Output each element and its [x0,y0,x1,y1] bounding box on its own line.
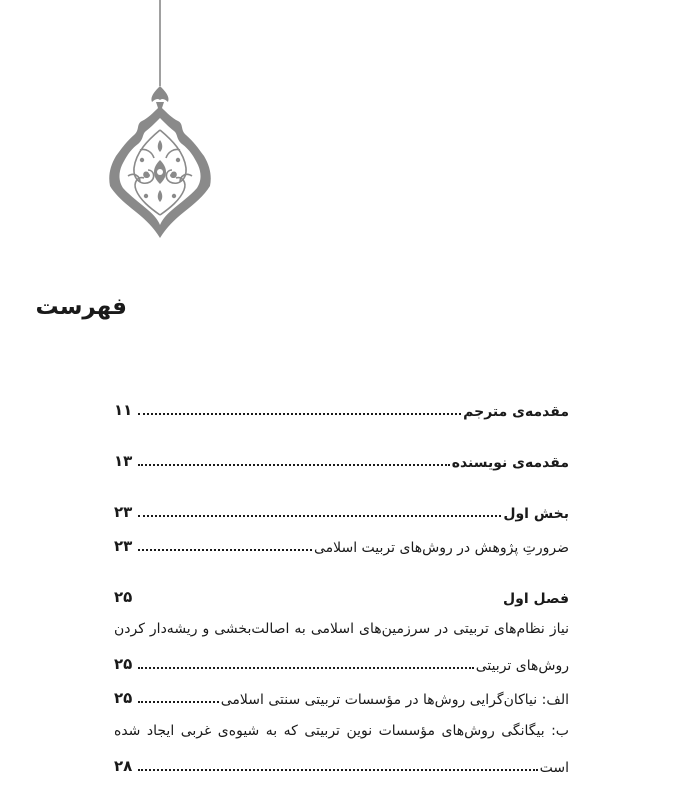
toc-entry-page: ۲۳ [114,537,133,555]
toc-entry-label: الف: نیاکان‌گرایی روش‌ها در مؤسسات تربیتی سنتی اسلامی [220,692,569,708]
dot-leader [138,413,461,415]
dot-leader [138,464,449,466]
toc-entry-page: ۱۳ [114,452,133,470]
toc-entry-label: ضرورتِ پژوهش در روش‌های تربیت اسلامی [313,540,569,556]
toc-entry-label: روش‌های تربیتی [475,658,569,674]
toc-entry-page: ۲۳ [114,503,133,521]
toc-entry-label: بخش اول [503,506,569,522]
toc-entry [114,583,569,607]
toc-entry-page: ۱۱ [114,401,133,419]
dot-leader [138,667,473,669]
toc-entry-label: مقدمه‌ی مترجم [463,404,569,420]
toc-entry [114,447,569,471]
toc-entry [114,498,569,522]
dot-leader [138,769,537,771]
toc-entry [114,752,569,776]
dot-leader [138,701,218,703]
dot-leader [138,515,501,517]
toc-entry-page: ۲۸ [114,757,133,775]
toc-entry-page: ۲۵ [114,689,133,707]
toc-entry [114,532,569,556]
toc-entry [114,650,569,674]
toc-entry-label-line: نیاز نظام‌های تربیتی در سرزمین‌های اسلامی به اصالت‌بخشی و ریشه‌دار کردن [114,621,569,637]
toc-entry-label: فصل اول [503,591,569,607]
toc-entry-page: ۲۵ [114,655,133,673]
toc-entry [114,396,569,420]
page-title: فهرست [35,294,127,320]
toc-entry-label-line: ب: بیگانگی روش‌های مؤسسات نوین تربیتی که به شیوه‌ی غربی ایجاد شده [114,723,569,739]
toc-entry [114,684,569,708]
dot-leader [138,549,312,551]
ornament-pendant-icon [100,0,220,245]
toc-entry-label: مقدمه‌ی نویسنده [451,455,569,471]
toc-entry-label: است [539,760,569,776]
toc-entry-page: ۲۵ [114,588,133,606]
